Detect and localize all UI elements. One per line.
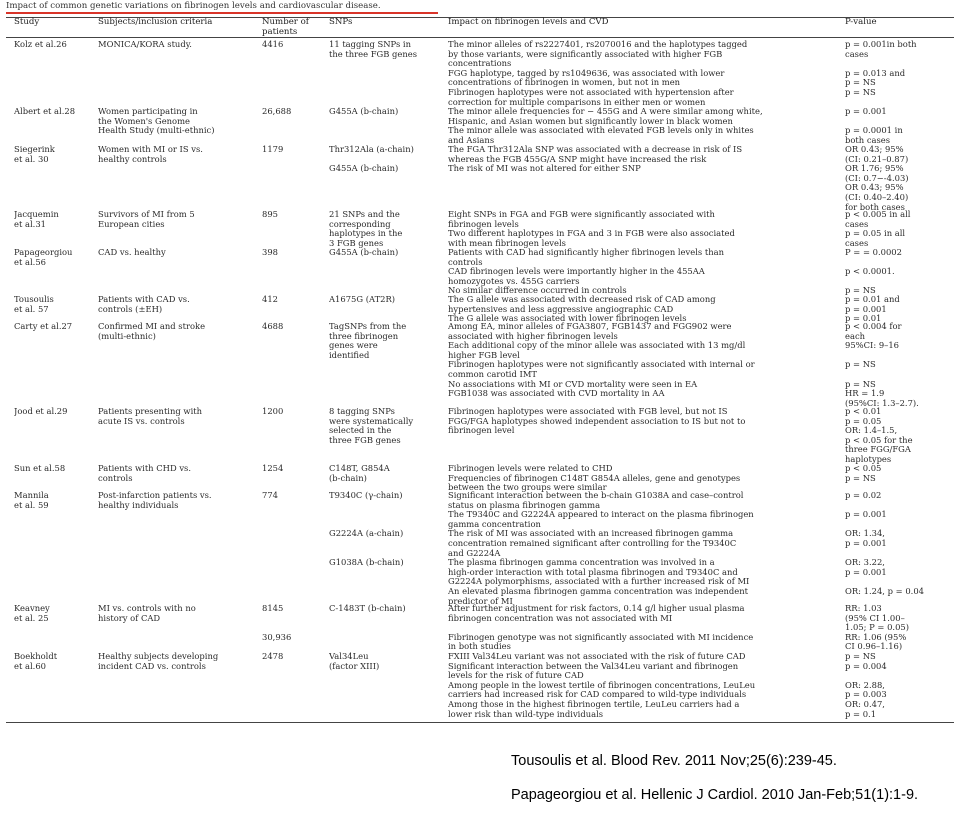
- header-study: Study: [14, 17, 40, 27]
- cell-subjects: MI vs. controls with no history of CAD: [98, 604, 196, 623]
- cell-subjects: Survivors of MI from 5 European cities: [98, 210, 195, 229]
- header-p-value: P-value: [845, 17, 877, 27]
- cell-patients: 4416: [262, 40, 284, 49]
- cell-study: Jood et al.29: [14, 407, 68, 416]
- cell-impact: The G allele was associated with decreased risk of CAD among hypertensives and less aggressive angiographic CAD The G allele was associated with lower fibrinogen levels: [448, 295, 716, 324]
- cell-impact: After further adjustment for risk factors, 0.14 g/l higher usual plasma fibrinogen concentration was not associated with MI Fibrinogen genotype was not significantly associated with MI incidence in both studies: [448, 604, 754, 652]
- cell-study: Tousoulis et al. 57: [14, 295, 54, 314]
- header-snps: SNPs: [329, 17, 353, 27]
- cell-patients: 8145 30,936: [262, 604, 292, 642]
- cell-p-value: p < 0.004 for each 95%CI: 9–16 p = NS p = NS HR = 1.9 (95%CI: 1.3–2.7).: [845, 322, 919, 408]
- header-subjects: Subjects/inclusion criteria: [98, 17, 213, 27]
- title-underline: [6, 12, 438, 14]
- cell-snps: Val34Leu (factor XIII): [329, 652, 380, 671]
- cell-patients: 1254: [262, 464, 284, 473]
- cell-p-value: p = 0.001 p = 0.0001 in both cases: [845, 107, 903, 145]
- cell-subjects: Patients with CHD vs. controls: [98, 464, 192, 483]
- cell-snps: C-1483T (b-chain): [329, 604, 406, 613]
- cell-patients: 1200: [262, 407, 284, 416]
- cell-p-value: RR: 1.03 (95% CI 1.00– 1.05; P = 0.05) RR: 1.06 (95% CI 0.96–1.16): [845, 604, 910, 652]
- cell-impact: Fibrinogen levels were related to CHD Frequencies of fibrinogen C148T G854A alleles, gene and genotypes between the two groups were similar: [448, 464, 741, 493]
- cell-subjects: Women with MI or IS vs. healthy controls: [98, 145, 203, 164]
- table-rule-header: [6, 37, 954, 38]
- cell-patients: 1179: [262, 145, 284, 154]
- cell-impact: Patients with CAD had significantly higher fibrinogen levels than controls CAD fibrinogen levels were importantly higher in the 455AA homozygotes vs. 455G carriers No similar difference occurred in controls: [448, 248, 724, 296]
- cell-impact: The minor allele frequencies for − 455G and A were similar among white, Hispanic, and Asian women but significantly lower in black women The minor allele was associated with elevated FGB levels only in whites and Asians: [448, 107, 763, 145]
- cell-subjects: CAD vs. healthy: [98, 248, 166, 257]
- cell-study: Papageorgiou et al.56: [14, 248, 73, 267]
- table-title: Impact of common genetic variations on fibrinogen levels and cardiovascular disease.: [6, 1, 381, 11]
- cell-impact: Significant interaction between the b-chain G1038A and case–control status on plasma fibrinogen gamma The T9340C and G2224A appeared to interact on the plasma fibrinogen gamma concentration The risk of MI was associated with an increased fibrinogen gamma concentration remained significant after controlling for the T9340C and G2224A The plasma fibrinogen gamma concentration was involved in a high-order interaction with total plasma fibrinogen and T9340C and G2224A polymorphisms, associated with a further increased risk of MI An elevated plasma fibrinogen gamma concentration was independent predictor of MI: [448, 491, 754, 606]
- cell-subjects: Confirmed MI and stroke (multi-ethnic): [98, 322, 206, 341]
- cell-study: Keavney et al. 25: [14, 604, 50, 623]
- cell-p-value: p = 0.001in both cases p = 0.013 and p = NS p = NS: [845, 40, 917, 97]
- cell-impact: Eight SNPs in FGA and FGB were significantly associated with fibrinogen levels Two different haplotypes in FGA and 3 in FGB were also associated with mean fibrinogen levels: [448, 210, 735, 248]
- cell-p-value: OR 0.43; 95% (CI: 0.21–0.87) OR 1.76; 95% (CI: 0.7−-4.03) OR 0.43; 95% (CI: 0.40–2.40) for both cases: [845, 145, 909, 212]
- cell-subjects: Post-infarction patients vs. healthy individuals: [98, 491, 212, 510]
- cell-patients: 412: [262, 295, 278, 304]
- cell-snps: TagSNPs from the three fibrinogen genes were identified: [329, 322, 407, 360]
- cell-study: Kolz et al.26: [14, 40, 67, 49]
- cell-p-value: P = = 0.0002 p < 0.0001. p = NS: [845, 248, 902, 296]
- header-impact: Impact on fibrinogen levels and CVD: [448, 17, 609, 27]
- cell-subjects: Patients presenting with acute IS vs. controls: [98, 407, 203, 426]
- citation-line: Papageorgiou et al. Hellenic J Cardiol. 2010 Jan-Feb;51(1):1-9.: [511, 787, 919, 803]
- cell-subjects: Healthy subjects developing incident CAD vs. controls: [98, 652, 219, 671]
- cell-impact: The FGA Thr312Ala SNP was associated with a decrease in risk of IS whereas the FGB 455G/A SNP might have increased the risk The risk of MI was not altered for either SNP: [448, 145, 743, 174]
- cell-p-value: p = 0.02 p = 0.001 OR: 1.34, p = 0.001 OR: 3.22, p = 0.001 OR: 1.24, p = 0.04: [845, 491, 924, 596]
- cell-patients: 2478: [262, 652, 284, 661]
- cell-subjects: MONICA/KORA study.: [98, 40, 192, 49]
- cell-patients: 398: [262, 248, 278, 257]
- cell-snps: T9340C (γ-chain) G2224A (a-chain) G1038A (b-chain): [329, 491, 404, 568]
- cell-p-value: p < 0.005 in all cases p = 0.05 in all cases: [845, 210, 911, 248]
- cell-snps: A1675G (AT2R): [329, 295, 396, 304]
- header-number-of-patients: Number of patients: [262, 17, 309, 37]
- cell-subjects: Women participating in the Women's Genome Health Study (multi-ethnic): [98, 107, 215, 136]
- cell-p-value: p = 0.01 and p = 0.001 p = 0.01: [845, 295, 900, 324]
- cell-patients: 4688: [262, 322, 284, 331]
- cell-study: Siegerink et al. 30: [14, 145, 55, 164]
- cell-patients: 774: [262, 491, 278, 500]
- cell-patients: 895: [262, 210, 278, 219]
- cell-study: Sun et al.58: [14, 464, 66, 473]
- cell-impact: Fibrinogen haplotypes were associated with FGB level, but not IS FGG/FGA haplotypes showed independent association to IS but not to fibrinogen level: [448, 407, 746, 436]
- cell-p-value: p = NS p = 0.004 OR: 2.88, p = 0.003 OR: 0.47, p = 0.1: [845, 652, 887, 719]
- cell-snps: G455A (b-chain): [329, 107, 399, 116]
- cell-patients: 26,688: [262, 107, 292, 116]
- cell-p-value: p < 0.05 p = NS: [845, 464, 882, 483]
- cell-snps: G455A (b-chain): [329, 248, 399, 257]
- citations: [511, 736, 918, 821]
- cell-snps: Thr312Ala (a-chain) G455A (b-chain): [329, 145, 414, 174]
- cell-snps: 21 SNPs and the corresponding haplotypes in the 3 FGB genes: [329, 210, 403, 248]
- cell-snps: 11 tagging SNPs in the three FGB genes: [329, 40, 417, 59]
- cell-impact: FXIII Val34Leu variant was not associated with the risk of future CAD Significant interaction between the Val34Leu variant and fibrinogen levels for the risk of future CAD Among people in the lowest tertile of fibrinogen concentrations, LeuLeu carriers had increased risk for CAD compared to wild-type individuals Among those in the highest fibrinogen tertile, LeuLeu carriers had a lower risk than wild-type individuals: [448, 652, 756, 719]
- cell-snps: 8 tagging SNPs were systematically selected in the three FGB genes: [329, 407, 414, 445]
- cell-study: Mannila et al. 59: [14, 491, 49, 510]
- cell-p-value: p < 0.01 p = 0.05 OR: 1.4–1.5, p < 0.05 for the three FGG/FGA haplotypes: [845, 407, 913, 464]
- cell-impact: Among EA, minor alleles of FGA3807, FGB1437 and FGG902 were associated with higher fibrinogen levels Each additional copy of the minor allele was associated with 13 mg/dl higher FGB level Fibrinogen haplotypes were not significantly associated with internal or common carotid IMT No associations with MI or CVD mortality were seen in EA FGB1038 was associated with CVD mortality in AA: [448, 322, 755, 399]
- cell-snps: C148T, G854A (b-chain): [329, 464, 390, 483]
- cell-study: Albert et al.28: [14, 107, 76, 116]
- citation-line: Tousoulis et al. Blood Rev. 2011 Nov;25(6):239-45.: [511, 753, 837, 769]
- cell-study: Jacquemin et al.31: [14, 210, 59, 229]
- cell-study: Carty et al.27: [14, 322, 73, 331]
- cell-study: Boekholdt et al.60: [14, 652, 58, 671]
- cell-impact: The minor alleles of rs2227401, rs2070016 and the haplotypes tagged by those variants, were significantly associated with higher FGB concentrations FGG haplotype, tagged by rs1049636, was associated with lower concentrations of fibrinogen in women, but not in men Fibrinogen haplotypes were not associated with hypertension after correction for multiple comparisons in either men or women: [448, 40, 748, 107]
- table-rule-bottom: [6, 722, 954, 723]
- cell-subjects: Patients with CAD vs. controls (±EH): [98, 295, 190, 314]
